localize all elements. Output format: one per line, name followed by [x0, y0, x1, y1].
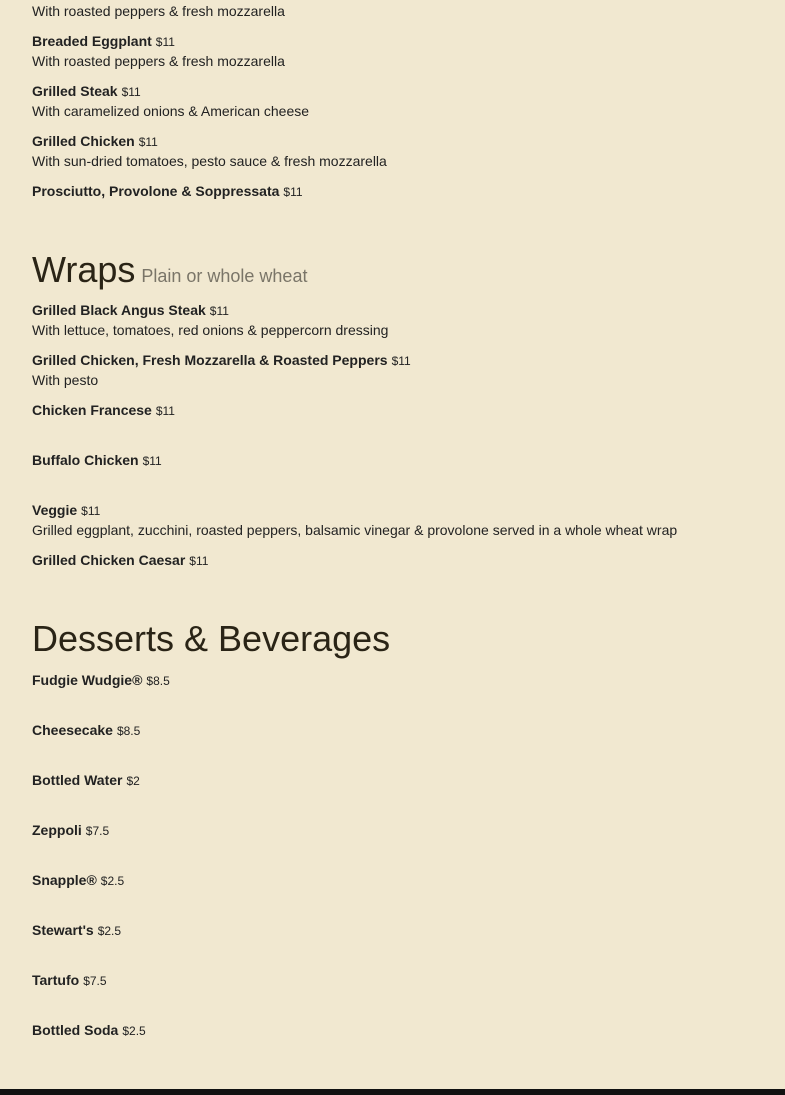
- menu-item-description: With lettuce, tomatoes, red onions & peppercorn dressing: [32, 322, 389, 338]
- menu-item: [32, 670, 170, 691]
- section-title-wraps: [32, 250, 307, 296]
- menu-item-price: $7.5: [85, 824, 110, 838]
- section-title-desserts: Desserts & Beverages: [32, 618, 391, 659]
- menu-item-name: Zeppoli: [32, 822, 82, 838]
- menu-item: [32, 970, 107, 991]
- menu-item-price: $11: [209, 304, 229, 318]
- menu-item: [32, 870, 124, 891]
- menu-item: [32, 181, 303, 202]
- menu-item: [32, 81, 141, 102]
- menu-item: [32, 300, 229, 321]
- menu-item-name: Tartufo: [32, 972, 80, 988]
- menu-item-name: Grilled Steak: [32, 83, 118, 99]
- menu-item-description: With caramelized onions & American cheese: [32, 103, 310, 119]
- menu-item: [32, 131, 158, 152]
- menu-item: [32, 720, 140, 741]
- menu-item-name: Breaded Eggplant: [32, 33, 152, 49]
- menu-item-name: Buffalo Chicken: [32, 452, 139, 468]
- menu-item-price: $11: [189, 554, 209, 568]
- menu-item: [32, 400, 175, 421]
- menu-item-name: Stewart's: [32, 922, 94, 938]
- menu-item-description: Grilled eggplant, zucchini, roasted peppers, balsamic vinegar & provolone served in a whole wheat wrap: [32, 522, 678, 538]
- menu-item-name: Bottled Soda: [32, 1022, 119, 1038]
- menu-item-price: $11: [142, 454, 162, 468]
- menu-item-price: $11: [121, 85, 141, 99]
- menu-item-price: $11: [81, 504, 101, 518]
- menu-item-name: Snapple®: [32, 872, 97, 888]
- menu-item-price: $7.5: [83, 974, 107, 988]
- menu-item-price: $8.5: [146, 674, 170, 688]
- menu-item-name: Chicken Francese: [32, 402, 152, 418]
- menu-item-name: Fudgie Wudgie®: [32, 672, 143, 688]
- menu-item-description: With roasted peppers & fresh mozzarella: [32, 3, 285, 19]
- menu-item-price: $8.5: [116, 724, 141, 738]
- menu-item-price: $2.5: [97, 924, 122, 938]
- menu-item-description: With sun-dried tomatoes, pesto sauce & fresh mozzarella: [32, 153, 387, 169]
- menu-item-name: Prosciutto, Provolone & Soppressata: [32, 183, 280, 199]
- menu-item-price: $2.5: [122, 1024, 146, 1038]
- menu-item-price: $11: [391, 354, 411, 368]
- menu-item: [32, 500, 100, 521]
- menu-item: [32, 920, 121, 941]
- menu-item-name: Cheesecake: [32, 722, 113, 738]
- menu-item: [32, 820, 109, 841]
- menu-item-price: $11: [155, 404, 175, 418]
- menu-item-price: $11: [138, 135, 158, 149]
- menu-item-name: Bottled Water: [32, 772, 123, 788]
- menu-item-price: $11: [155, 35, 175, 49]
- menu-item: [32, 350, 411, 371]
- menu-item-price: $11: [283, 185, 303, 199]
- menu-item: [32, 550, 208, 571]
- menu-item: [32, 1020, 146, 1041]
- menu-item-name: Grilled Chicken: [32, 133, 135, 149]
- footer-bar: [0, 1089, 785, 1095]
- menu-item-name: Grilled Chicken Caesar: [32, 552, 186, 568]
- menu-item: [32, 450, 162, 471]
- menu-item-price: $2.5: [100, 874, 125, 888]
- menu-item-name: Grilled Chicken, Fresh Mozzarella & Roasted Peppers: [32, 352, 388, 368]
- section-subtitle: Plain or whole wheat: [141, 266, 308, 286]
- menu-item-price: $2: [126, 774, 140, 788]
- menu-item: [32, 31, 175, 52]
- menu-item-description: With roasted peppers & fresh mozzarella: [32, 53, 285, 69]
- menu-item-name: Grilled Black Angus Steak: [32, 302, 206, 318]
- menu-item-description: With pesto: [32, 372, 99, 388]
- menu-item: [32, 770, 140, 791]
- section-title-text: Wraps: [32, 249, 136, 290]
- menu-item-name: Veggie: [32, 502, 78, 518]
